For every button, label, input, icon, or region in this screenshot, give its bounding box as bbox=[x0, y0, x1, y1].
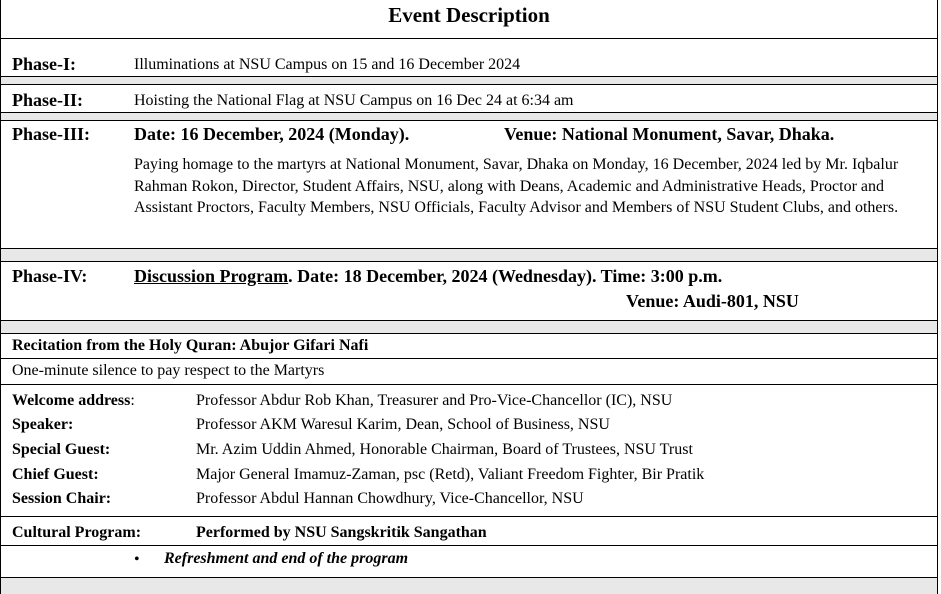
phase-4-venue: Venue: Audi-801, NSU bbox=[626, 291, 799, 311]
table-title: Event Description bbox=[388, 3, 550, 27]
speaker-label: Session Chair: bbox=[12, 490, 112, 507]
speaker-label: Special Guest: bbox=[12, 441, 111, 458]
row-separator bbox=[1, 112, 937, 121]
divider bbox=[1, 358, 937, 359]
speaker-label: Welcome address: bbox=[12, 392, 135, 409]
speaker-value: Professor Abdur Rob Khan, Treasurer and Pro-Vice-Chancellor (IC), NSU bbox=[196, 392, 673, 409]
cultural-value: Performed by NSU Sangskritik Sangathan bbox=[196, 524, 487, 541]
speaker-value: Mr. Azim Uddin Ahmed, Honorable Chairman, Board of Trustees, NSU Trust bbox=[196, 441, 693, 458]
row-separator bbox=[1, 320, 937, 334]
phase-4-header bbox=[134, 266, 722, 287]
phase-2-label: Phase-II: bbox=[12, 90, 83, 110]
phase-3-venue: Venue: National Monument, Savar, Dhaka. bbox=[504, 124, 835, 144]
phase-4-details: . Date: 18 December, 2024 (Wednesday). Time: 3:00 p.m. bbox=[288, 266, 723, 286]
divider bbox=[1, 516, 937, 517]
phase-1-text: Illuminations at NSU Campus on 15 and 16 December 2024 bbox=[134, 56, 521, 73]
phase-3-header bbox=[134, 124, 835, 145]
cultural-label: Cultural Program: bbox=[12, 524, 142, 541]
speaker-value: Professor Abdul Hannan Chowdhury, Vice-Chancellor, NSU bbox=[196, 490, 584, 507]
recitation-row: Recitation from the Holy Quran: Abujor Gifari Nafi bbox=[12, 337, 369, 354]
speaker-label: Speaker: bbox=[12, 416, 74, 433]
closing-text: Refreshment and end of the program bbox=[164, 550, 409, 567]
silence-row: One-minute silence to pay respect to the Martyrs bbox=[12, 362, 325, 379]
phase-3-description: Paying homage to the martyrs at National Monument, Savar, Dhaka on Monday, 16 December, 2024 led by Mr. Iqbalur Rahman Rokon, Director, Student Affairs, NSU, along with Deans, Academic and Administrative Heads, Proctor and Assistant Proctors, Faculty Members, NSU Officials, Faculty Advisor and Members of NSU Student Clubs, and others. bbox=[134, 156, 899, 216]
speaker-label: Chief Guest: bbox=[12, 466, 99, 483]
speaker-value: Major General Imamuz-Zaman, psc (Retd), Valiant Freedom Fighter, Bir Pratik bbox=[196, 466, 705, 483]
phase-1-label: Phase-I: bbox=[12, 54, 76, 74]
phase-4-program: Discussion Program bbox=[134, 266, 289, 286]
row-separator bbox=[1, 76, 937, 85]
speaker-value: Professor AKM Waresul Karim, Dean, School of Business, NSU bbox=[196, 416, 610, 433]
divider bbox=[1, 545, 937, 546]
bullet-icon: • bbox=[134, 551, 140, 568]
divider bbox=[1, 384, 937, 385]
phase-3-date: Date: 16 December, 2024 (Monday). bbox=[134, 124, 410, 144]
row-separator bbox=[1, 248, 937, 262]
phase-2-text: Hoisting the National Flag at NSU Campus on 16 Dec 24 at 6:34 am bbox=[134, 92, 574, 109]
phase-3-label: Phase-III: bbox=[12, 124, 91, 144]
footer-band bbox=[1, 577, 937, 594]
phase-4-label: Phase-IV: bbox=[12, 266, 88, 286]
divider bbox=[1, 38, 937, 39]
